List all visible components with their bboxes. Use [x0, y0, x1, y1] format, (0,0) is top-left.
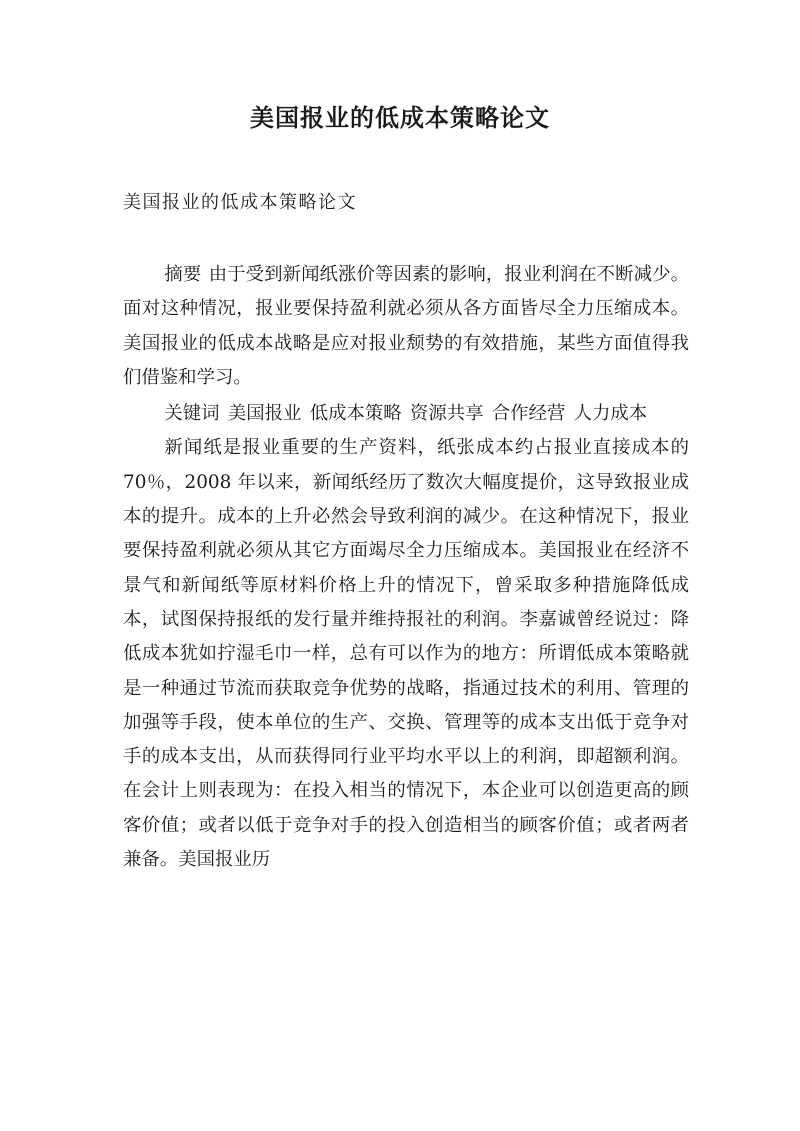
body-paragraph: 新闻纸是报业重要的生产资料，纸张成本约占报业直接成本的 70％，2008 年以来，新闻纸经历了数次大幅度提价，这导致报业成本的提升。成本的上升必然会导致利润的减少。在这种情况下，报业要保持盈利就必须从其它方面竭尽全力压缩成本。美国报业在经济不景气和新闻纸等原材料价格上升的情况下，曾采取多种措施降低成本，试图保持报纸的发行量并维持报社的利润。李嘉诚曾经说过：降低成本犹如拧湿毛巾一样，总有可以作为的地方：所谓低成本策略就是一种通过节流而获取竞争优势的战略，指通过技术的利用、管理的加强等手段，使本单位的生产、交换、管理等的成本支出低于竞争对手的成本支出，从而获得同行业平均水平以上的利润，即超额利润。在会计上则表现为：在投入相当的情况下，本企业可以创造更高的顾客价值；或者以低于竞争对手的投入创造相当的顾客价值；或者两者兼备。美国报业历 — [123, 437, 689, 871]
abstract-paragraph — [123, 258, 689, 395]
document-body — [123, 258, 689, 877]
keyword-item: 合作经营 — [491, 403, 566, 425]
keyword-item: 人力成本 — [573, 403, 648, 425]
keyword-item: 低成本策略 — [309, 403, 402, 425]
document-subtitle: 美国报业的低成本策略论文 — [123, 192, 357, 213]
abstract-text: 由于受到新闻纸涨价等因素的影响，报业利润在不断减少。面对这种情况，报业要保持盈利就必须从各方面皆尽全力压缩成本。美国报业的低成本战略是应对报业颓势的有效措施，某些方面值得我们借鉴和学习。 — [123, 264, 689, 388]
keyword-item: 资源共享 — [409, 403, 484, 425]
keyword-item: 美国报业 — [227, 403, 302, 425]
keywords-paragraph — [123, 397, 689, 431]
abstract-label: 摘要 — [164, 264, 202, 285]
document-title: 美国报业的低成本策略论文 — [250, 104, 550, 132]
keywords-label: 关键词 — [164, 403, 220, 425]
